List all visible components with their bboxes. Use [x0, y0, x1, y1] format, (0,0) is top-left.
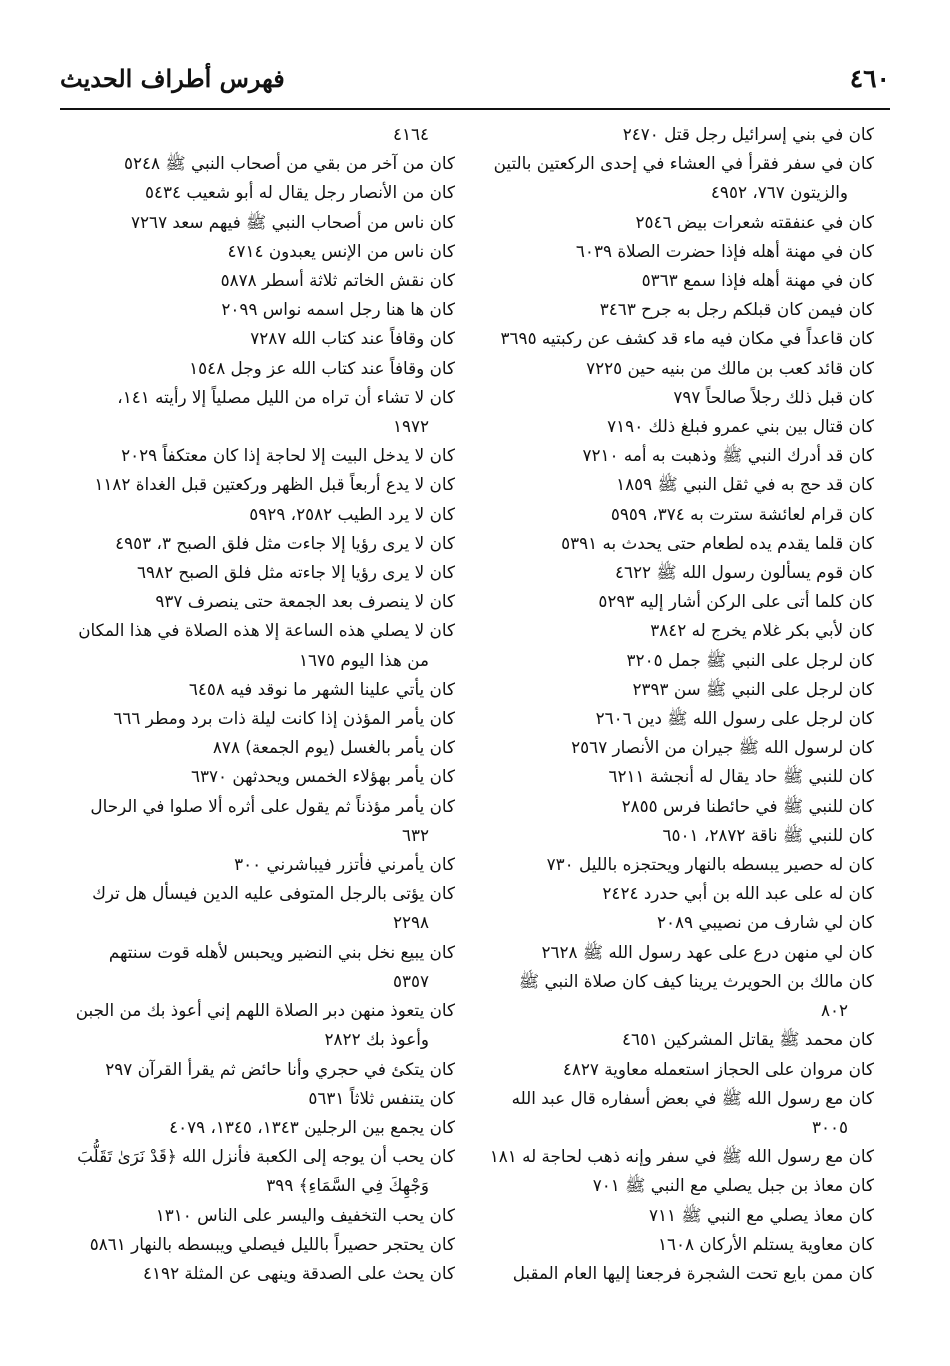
- index-entry: [67, 616, 455, 674]
- index-entry: [474, 1055, 874, 1084]
- page-title: فهرس أطراف الحديث: [60, 64, 285, 93]
- index-entry-text: كان ممن بايع تحت الشجرة فرجعنا إليها العام المقبل: [512, 1262, 874, 1283]
- index-entry-text: كان من الأنصار رجل يقال له أبو شعيب ٥٤٣٤: [144, 182, 455, 203]
- index-entry: [67, 879, 455, 937]
- index-entry-continuation: ٦٣٢: [401, 824, 429, 845]
- index-entry: [67, 558, 455, 587]
- index-entry: [67, 1259, 455, 1288]
- index-entry: [474, 733, 874, 762]
- index-entry: [474, 704, 874, 733]
- index-entry-continuation: ٥٣٥٧: [392, 970, 429, 991]
- index-entry: [474, 354, 874, 383]
- index-entry: [474, 295, 874, 324]
- index-entry: [474, 470, 874, 499]
- index-entry: [67, 704, 455, 733]
- index-entry-text: كان يؤتى بالرجل المتوفى عليه الدين فيسأل هل ترك: [92, 883, 455, 904]
- index-entry: [67, 295, 455, 324]
- index-entry-text: كان لي منهن درع على عهد رسول الله ﷺ ٢٦٢٨: [541, 941, 874, 962]
- index-entry-text: كان يأتي علينا الشهر ما نوقد فيه ٦٤٥٨: [188, 678, 455, 699]
- index-entry-text: كان يأمر مؤذناً ثم يقول على أثره ألا صلوا في الرحال: [90, 795, 455, 816]
- index-entry-text: كان لا يرى رؤيا إلا جاءت مثل فلق الصبح ٣، ٤٩٥٣: [115, 532, 455, 553]
- index-entry: [474, 120, 874, 149]
- index-entry-continuation: وأعوذ بك ٢٨٢٢: [324, 1029, 429, 1050]
- index-entry: [474, 850, 874, 879]
- index-entry: [67, 266, 455, 295]
- index-entry-text: كان ها هنا رجل اسمه نواس ٢٠٩٩: [221, 299, 455, 320]
- index-entry: [67, 208, 455, 237]
- index-entry-text: كان لرجل على رسول الله ﷺ دين ٢٦٠٦: [595, 708, 874, 729]
- index-entry-text: كان قد أدرك النبي ﷺ وذهبت به أمه ٧٢١٠: [582, 445, 874, 466]
- index-entry-text: كان يأمر المؤذن إذا كانت ليلة ذات برد ومطر ٦٦٦: [113, 708, 455, 729]
- index-entry-text: كان قائد كعب بن مالك من بنيه حين ٧٢٢٥: [586, 357, 874, 378]
- index-entry-text: كان في مهنة أهله فإذا سمع ٥٣٦٣: [641, 270, 874, 291]
- index-entry-text: كان لا يدخل البيت إلا لحاجة إذا كان معتكفاً ٢٠٢٩: [121, 445, 455, 466]
- index-entry-text: كان لا يصلي هذه الساعة إلا هذه الصلاة في هذا المكان: [78, 620, 455, 641]
- index-entry-text: كان يأمر بهؤلاء الخمس ويحدثهن ٦٣٧٠: [190, 766, 455, 787]
- index-entry-text: كان وقافاً عند كتاب الله ٧٢٨٧: [250, 328, 455, 349]
- index-entry-text: كان لأبي بكر غلام يخرج له ٣٨٤٢: [650, 620, 874, 641]
- index-entry: [474, 1230, 874, 1259]
- index-entry: [67, 762, 455, 791]
- index-entry: [474, 879, 874, 908]
- index-entry: [474, 762, 874, 791]
- index-entry-text: كان لرسول الله ﷺ جيران من الأنصار ٢٥٦٧: [571, 737, 874, 758]
- index-entry: [67, 996, 455, 1054]
- index-entry: [474, 500, 874, 529]
- index-entry-continuation: ٣٠٠٥: [811, 1116, 848, 1137]
- index-entry: [67, 850, 455, 879]
- index-entry: [67, 120, 455, 149]
- index-entry: [474, 1201, 874, 1230]
- index-entry: [67, 675, 455, 704]
- index-entry: [67, 733, 455, 762]
- index-entry-text: كان يتعوذ منهن دبر الصلاة اللهم إني أعوذ بك من الجبن: [75, 1000, 455, 1021]
- index-entry-text: كان معاوية يستلم الأركان ١٦٠٨: [658, 1233, 874, 1254]
- index-entry-text: كان كلما أتى على الركن أشار إليه ٥٢٩٣: [598, 591, 874, 612]
- index-entry-text: كان قلما يقدم يده لطعام حتى يحدث به ٥٣٩١: [561, 532, 874, 553]
- index-entry-text: كان في مهنة أهله فإذا حضرت الصلاة ٦٠٣٩: [575, 240, 874, 261]
- index-entry: [474, 1142, 874, 1171]
- index-entry: [67, 237, 455, 266]
- index-entry: [474, 908, 874, 937]
- index-entry-text: كان يجمع بين الرجلين ١٣٤٣، ١٣٤٥، ٤٠٧٩: [169, 1116, 455, 1137]
- index-entry-text: كان قبل ذلك رجلاً صالحاً ٧٩٧: [673, 386, 874, 407]
- index-entry: [474, 967, 874, 1025]
- index-entry: [67, 938, 455, 996]
- index-entry-text: كان يحتجر حصيراً بالليل فيصلي ويبسطه بالنهار ٥٨٦١: [89, 1233, 455, 1254]
- index-entry-continuation: ١٩٧٢: [392, 416, 429, 437]
- index-entry: [474, 587, 874, 616]
- index-entry-text: كان يحب أن يوجه إلى الكعبة فأنزل الله ﴿قَدْ نَرَىٰ تَقَلُّبَ: [77, 1146, 455, 1167]
- index-entry-text: كان مع رسول الله ﷺ في بعض أسفاره قال عبد الله: [511, 1087, 874, 1108]
- index-entry-text: كان قاعداً في مكان فيه ماء قد كشف عن ركبتيه ٣٦٩٥: [500, 328, 874, 349]
- index-column-right: [474, 120, 874, 1288]
- index-entry-text: كان يحث على الصدقة وينهى عن المثلة ٤١٩٢: [143, 1262, 455, 1283]
- index-entry-text: كان في سفر فقرأ في العشاء في إحدى الركعتين بالتين: [493, 153, 874, 174]
- index-entry: [474, 1259, 874, 1288]
- index-entry-text: كان فيمن كان قبلكم رجل به جرح ٣٤٦٣: [599, 299, 874, 320]
- index-entry: [474, 646, 874, 675]
- index-entry: [67, 529, 455, 558]
- index-entry-text: كان قوم يسألون رسول الله ﷺ ٤٦٢٢: [614, 562, 874, 583]
- index-entry-text: كان ناس من الإنس يعبدون ٤٧١٤: [227, 240, 455, 261]
- index-entry: [474, 208, 874, 237]
- index-entry: [474, 383, 874, 412]
- index-entry: [67, 1055, 455, 1084]
- index-entry: [67, 1142, 455, 1200]
- index-entry: [474, 1171, 874, 1200]
- index-entry-text: كان يتنفس ثلاثاً ٥٦٣١: [308, 1087, 455, 1108]
- index-entry-continuation: وَجْهِكَ فِي السَّمَاءِ﴾ ٣٩٩: [266, 1175, 429, 1196]
- index-entry: [67, 500, 455, 529]
- index-entry: [474, 529, 874, 558]
- index-entry: [474, 1084, 874, 1142]
- index-entry-continuation: من هذا اليوم ١٦٧٥: [298, 649, 429, 670]
- index-entry-text: كان لا ينصرف بعد الجمعة حتى ينصرف ٩٣٧: [155, 591, 455, 612]
- index-entry-text: كان ناس من أصحاب النبي ﷺ فيهم سعد ٧٢٦٧: [131, 211, 455, 232]
- index-entry-text: كان يبيع نخل بني النضير ويحبس لأهله قوت سنتهم: [108, 941, 455, 962]
- index-entry-text: كان وقافاً عند كتاب الله عز وجل ١٥٤٨: [189, 357, 455, 378]
- index-entry-text: كان مع رسول الله ﷺ في سفر وإنه ذهب لحاجة له ١٨١: [489, 1146, 874, 1167]
- index-entry: [474, 324, 874, 353]
- page-number: ٤٦٠: [849, 64, 890, 93]
- index-entry: [67, 587, 455, 616]
- index-entry-text: كان محمد ﷺ يقاتل المشركين ٤٦٥١: [622, 1029, 874, 1050]
- index-entry: [67, 149, 455, 178]
- index-entry-text: كان قد حج به في ثقل النبي ﷺ ١٨٥٩: [616, 474, 874, 495]
- index-entry: [67, 792, 455, 850]
- index-entry: [474, 237, 874, 266]
- index-entry-text: كان له حصير يبسطه بالنهار ويحتجزه بالليل ٧٣٠: [546, 854, 874, 875]
- index-entry: [67, 1201, 455, 1230]
- index-entry: [474, 821, 874, 850]
- index-entry: [67, 178, 455, 207]
- index-entry-text: كان معاذ يصلي مع النبي ﷺ ٧١١: [649, 1204, 874, 1225]
- index-entry: [474, 412, 874, 441]
- index-entry-text: كان قتال بين بني عمرو فبلغ ذلك ٧١٩٠: [607, 416, 874, 437]
- index-entry-text: كان لرجل على النبي ﷺ جمل ٣٢٠٥: [626, 649, 874, 670]
- header-rule: [60, 108, 890, 110]
- index-entry-text: كان للنبي ﷺ ناقة ٢٨٧٢، ٦٥٠١: [662, 824, 874, 845]
- index-entry: [474, 938, 874, 967]
- index-entry: [67, 441, 455, 470]
- index-entry-text: كان يحب التخفيف واليسر على الناس ١٣١٠: [155, 1204, 455, 1225]
- index-entry-text: كان يأمرني فأتزر فيباشرني ٣٠٠: [234, 854, 455, 875]
- index-entry-text: كان لا تشاء أن تراه من الليل مصلياً إلا رأيته ١٤١،: [117, 386, 455, 407]
- index-entry-text: كان يأمر بالغسل (يوم الجمعة) ٨٧٨: [212, 737, 455, 758]
- index-entry-text: كان لا يدع أربعاً قبل الظهر وركعتين قبل الغداة ١١٨٢: [94, 474, 455, 495]
- index-entry-text: كان لرجل على النبي ﷺ سن ٢٣٩٣: [632, 678, 874, 699]
- index-entry-text: كان للنبي ﷺ حاد يقال له أنجشة ٦٢١١: [608, 766, 874, 787]
- index-entry-text: كان مالك بن الحويرث يرينا كيف كان صلاة النبي ﷺ: [518, 970, 874, 991]
- index-entry-text: كان لا يرى رؤيا إلا جاءته مثل فلق الصبح ٦٩٨٢: [137, 562, 455, 583]
- index-entry-text: كان لا يرد الطيب ٢٥٨٢، ٥٩٢٩: [249, 503, 455, 524]
- index-entry-text: كان قرام لعائشة سترت به ٣٧٤، ٥٩٥٩: [610, 503, 874, 524]
- index-entry: [474, 266, 874, 295]
- index-entry: [67, 470, 455, 499]
- index-entry: [67, 383, 455, 441]
- index-entry-text: كان نقش الخاتم ثلاثة أسطر ٥٨٧٨: [220, 270, 455, 291]
- index-entry-text: كان يتكئ في حجري وأنا حائض ثم يقرأ القرآن ٢٩٧: [105, 1058, 455, 1079]
- index-entry: [474, 1025, 874, 1054]
- index-entry-text: ٤١٦٤: [392, 124, 429, 144]
- index-entry: [474, 616, 874, 645]
- index-entry: [474, 149, 874, 207]
- index-entry-text: كان في عنفقته شعرات بيض ٢٥٤٦: [635, 211, 874, 232]
- index-entry-continuation: والزيتون ٧٦٧، ٤٩٥٢: [710, 182, 848, 203]
- index-entry: [474, 441, 874, 470]
- index-entry: [67, 1084, 455, 1113]
- index-entry-text: كان من آخر من بقي من أصحاب النبي ﷺ ٥٢٤٨: [123, 153, 455, 174]
- index-entry: [474, 675, 874, 704]
- page-header: [60, 62, 890, 106]
- index-entry: [67, 1230, 455, 1259]
- index-entry-text: كان معاذ بن جبل يصلي مع النبي ﷺ ٧٠١: [592, 1175, 874, 1196]
- index-entry-continuation: ٢٢٩٨: [392, 912, 429, 933]
- index-entry: [67, 324, 455, 353]
- index-entry-text: كان في بني إسرائيل رجل قتل ٢٤٧٠: [622, 124, 874, 144]
- index-entry-text: كان مروان على الحجاز استعمله معاوية ٤٨٢٧: [562, 1058, 874, 1079]
- index-entry: [67, 354, 455, 383]
- index-entry-text: كان لي شارف من نصيبي ٢٠٨٩: [656, 912, 874, 933]
- index-entry: [67, 1113, 455, 1142]
- index-entry-text: كان له على عبد الله بن أبي حدرد ٢٤٢٤: [602, 883, 874, 904]
- index-entry-text: كان للنبي ﷺ في حائطنا فرس ٢٨٥٥: [621, 795, 874, 816]
- index-entry-continuation: ٨٠٢: [820, 1000, 848, 1021]
- index-entry: [474, 558, 874, 587]
- index-column-left: [67, 120, 455, 1288]
- index-entry: [474, 792, 874, 821]
